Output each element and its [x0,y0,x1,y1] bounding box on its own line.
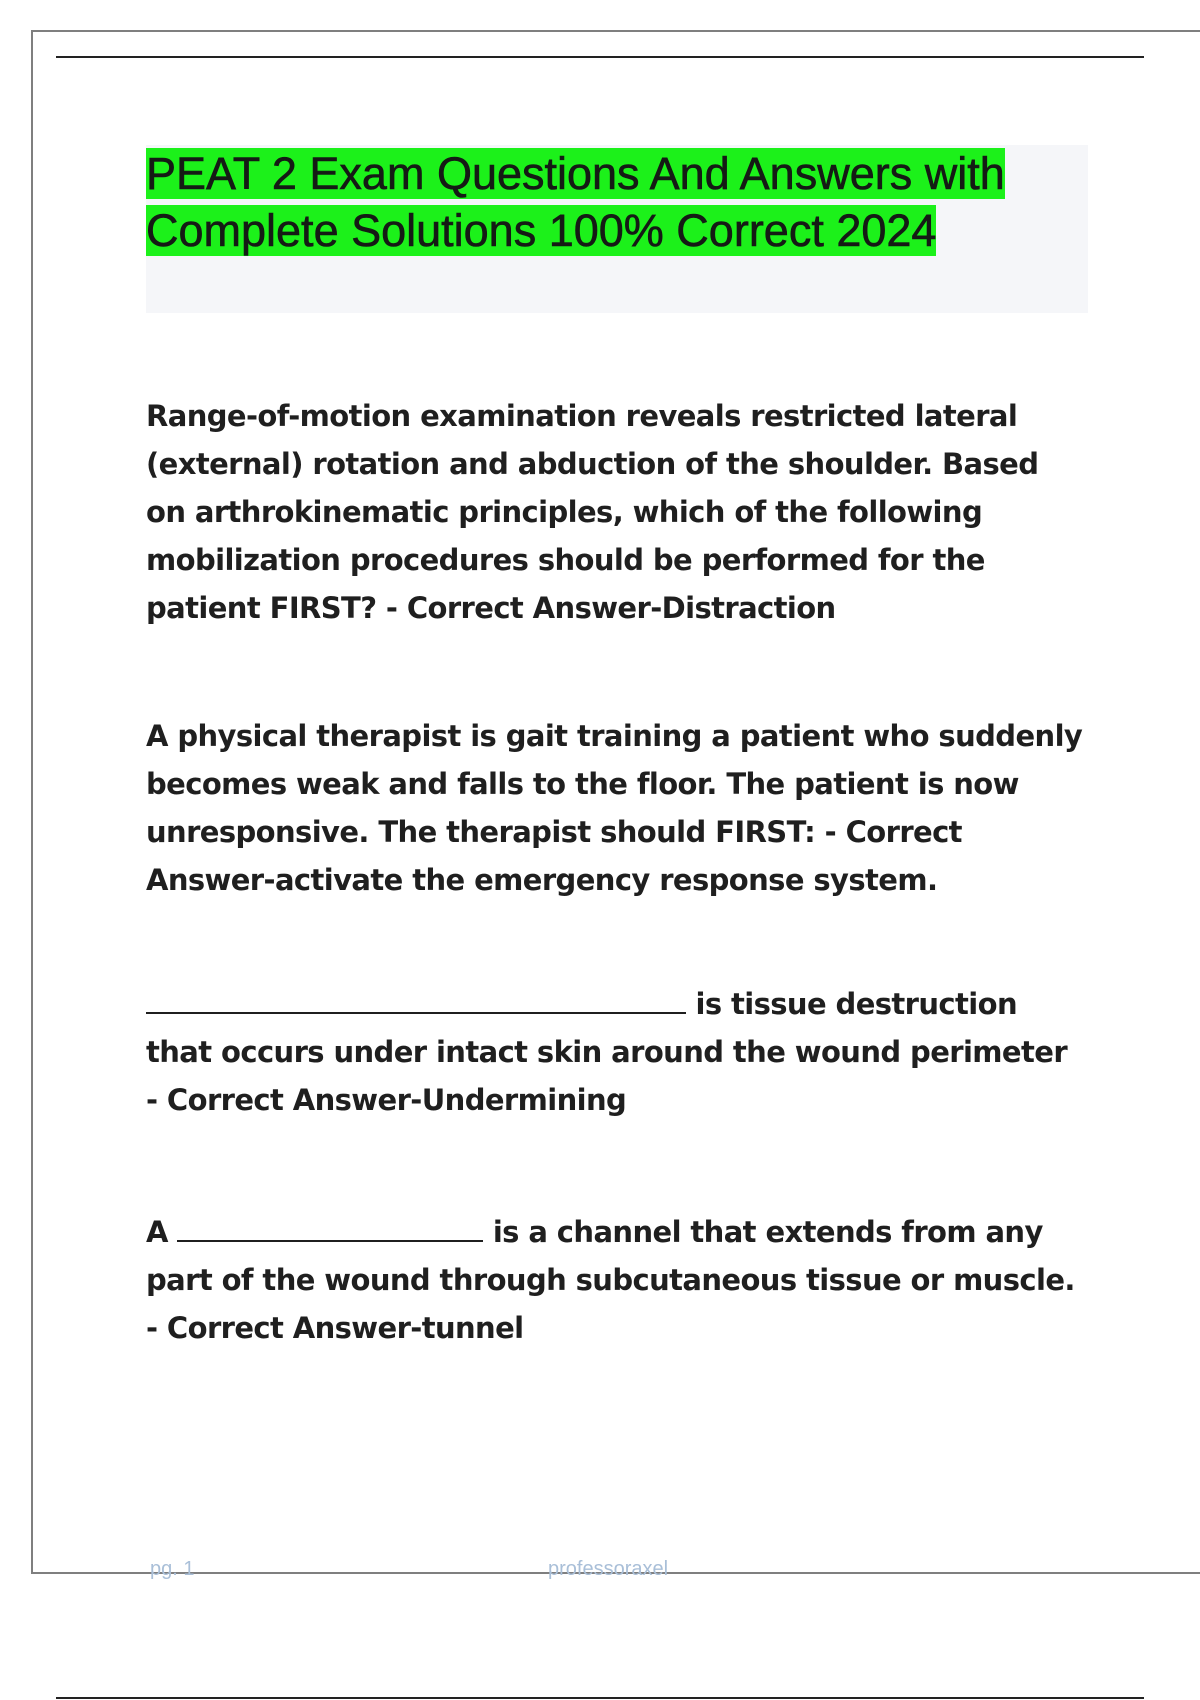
question-1 [146,392,1086,632]
footer-rule [56,1697,1144,1699]
question-2-text: A physical therapist is gait training a patient who suddenly becomes weak and falls to the floor. The patient is now unresponsive. The therapist should FIRST: - Correct Answer-activate the emergency response system. [146,719,1083,897]
header-rule [56,56,1144,58]
fill-in-blank [177,1210,483,1242]
fill-in-blank [146,982,686,1014]
question-4 [146,1208,1086,1352]
title-highlight: PEAT 2 Exam Questions And Answers with Complete Solutions 100% Correct 2024 [146,148,1005,256]
document-title [146,145,1046,259]
question-1-text: Range-of-motion examination reveals restricted lateral (external) rotation and abduction of the shoulder. Based on arthrokinematic principles, which of the following mobilization procedures should be performed for the patient FIRST? - Correct Answer-Distraction [146,399,1039,625]
question-4-text: is a channel that extends from any part of the wound through subcutaneous tissue or muscle. - Correct Answer-tunnel [146,1215,1075,1345]
footer-author: professoraxel [548,1558,669,1580]
title-box [146,145,1088,313]
question-2 [146,712,1086,904]
question-4-prefix: A [146,1215,178,1249]
page-number: pg. 1 [150,1558,195,1580]
question-3-text: is tissue destruction that occurs under intact skin around the wound perimeter - Correct Answer-Undermining [146,987,1068,1117]
question-3 [146,980,1086,1124]
